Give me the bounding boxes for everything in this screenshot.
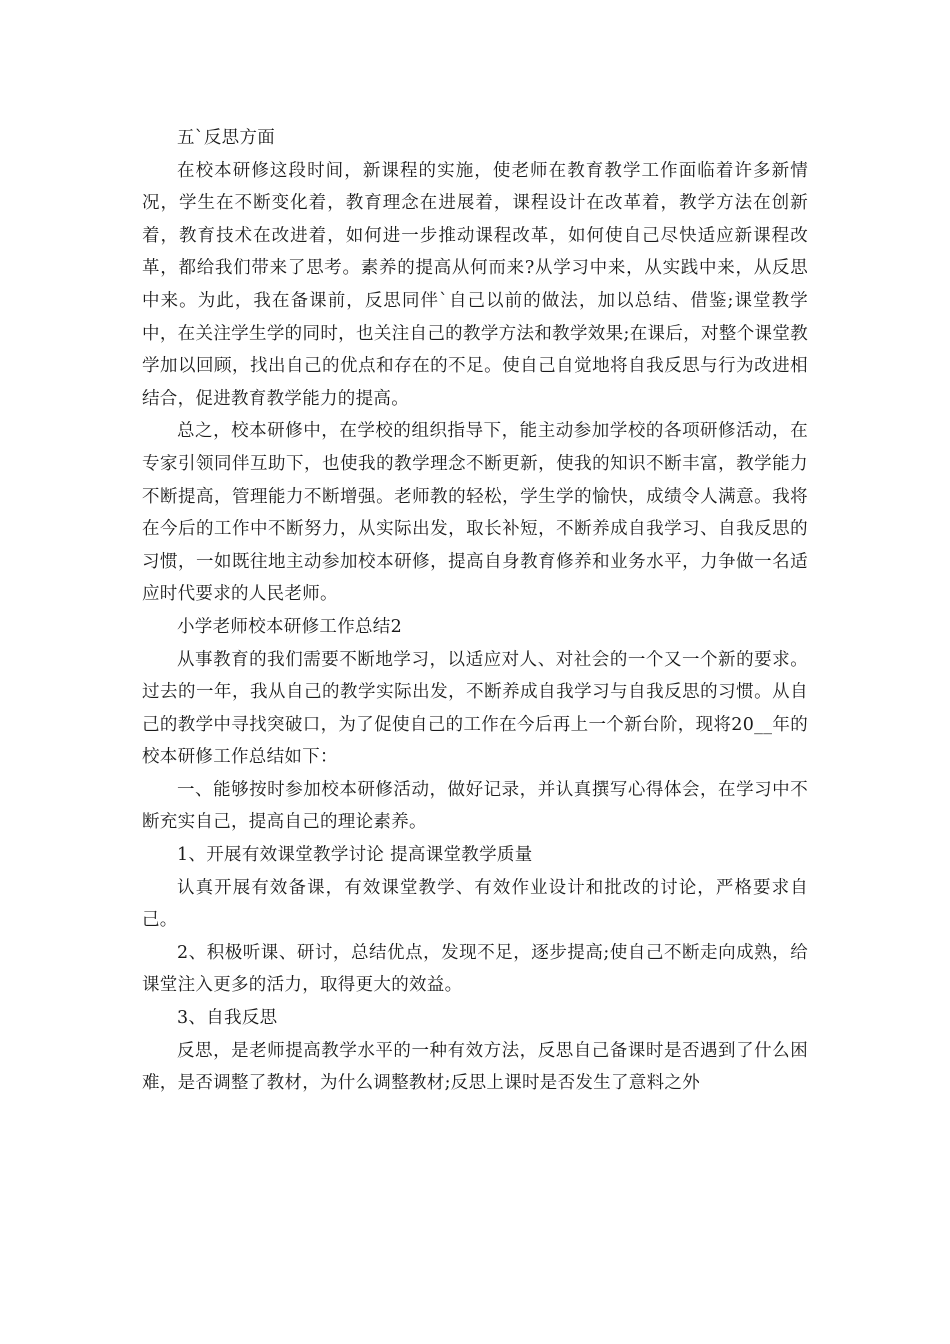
subsection-heading: 3、自我反思 xyxy=(177,1008,278,1029)
subsection-heading: 1、开展有效课堂教学讨论 提高课堂教学质量 xyxy=(177,845,533,866)
paragraph: 2、积极听课、研讨，总结优点，发现不足，逐步提高;使自己不断走向成熟，给课堂注入更多的活力，取得更大的效益。 xyxy=(142,942,808,996)
paragraph: 一、能够按时参加校本研修活动，做好记录，并认真撰写心得体会，在学习中不断充实自己，提高自己的理论素养。 xyxy=(142,779,808,833)
paragraph: 从事教育的我们需要不断地学习，以适应对人、对社会的一个又一个新的要求。过去的一年，我从自己的教学实际出发，不断养成自我学习与自我反思的习惯。从自己的教学中寻找突破口，为了促使自己的工作在今后再上一个新台阶，现将20__年的校本研修工作总结如下： xyxy=(142,649,808,768)
paragraph: 在校本研修这段时间，新课程的实施，使老师在教育教学工作面临着许多新情况，学生在不断变化着，教育理念在进展着，课程设计在改革着，教学方法在创新着，教育技术在改进着，如何进一步推动课程改革，如何使自己尽快适应新课程改革，都给我们带来了思考。素养的提高从何而来?从学习中来，从实践中来，从反思中来。为此，我在备课前，反思同伴`自己以前的做法，加以总结、借鉴;课堂教学中，在关注学生学的同时，也关注自己的教学方法和教学效果;在课后，对整个课堂教学加以回顾，找出自己的优点和存在的不足。使自己自觉地将自我反思与行为改进相结合，促进教育教学能力的提高。 xyxy=(142,160,808,409)
paragraph: 总之，校本研修中，在学校的组织指导下，能主动参加学校的各项研修活动，在专家引领同伴互助下，也使我的教学理念不断更新，使我的知识不断丰富，教学能力不断提高，管理能力不断增强。老师教的轻松，学生学的愉快，成绩令人满意。我将在今后的工作中不断努力，从实际出发，取长补短，不断养成自我学习、自我反思的习惯，一如既往地主动参加校本研修，提高自身教育修养和业务水平，力争做一名适应时代要求的人民老师。 xyxy=(142,421,808,605)
paragraph: 反思，是老师提高教学水平的一种有效方法，反思自己备课时是否遇到了什么困难，是否调整了教材，为什么调整教材;反思上课时是否发生了意料之外 xyxy=(142,1040,808,1094)
article-title: 小学老师校本研修工作总结2 xyxy=(177,616,403,637)
paragraph: 认真开展有效备课，有效课堂教学、有效作业设计和批改的讨论，严格要求自己。 xyxy=(142,877,808,931)
section-heading-reflection: 五`反思方面 xyxy=(177,128,276,148)
document-body xyxy=(142,122,808,1100)
